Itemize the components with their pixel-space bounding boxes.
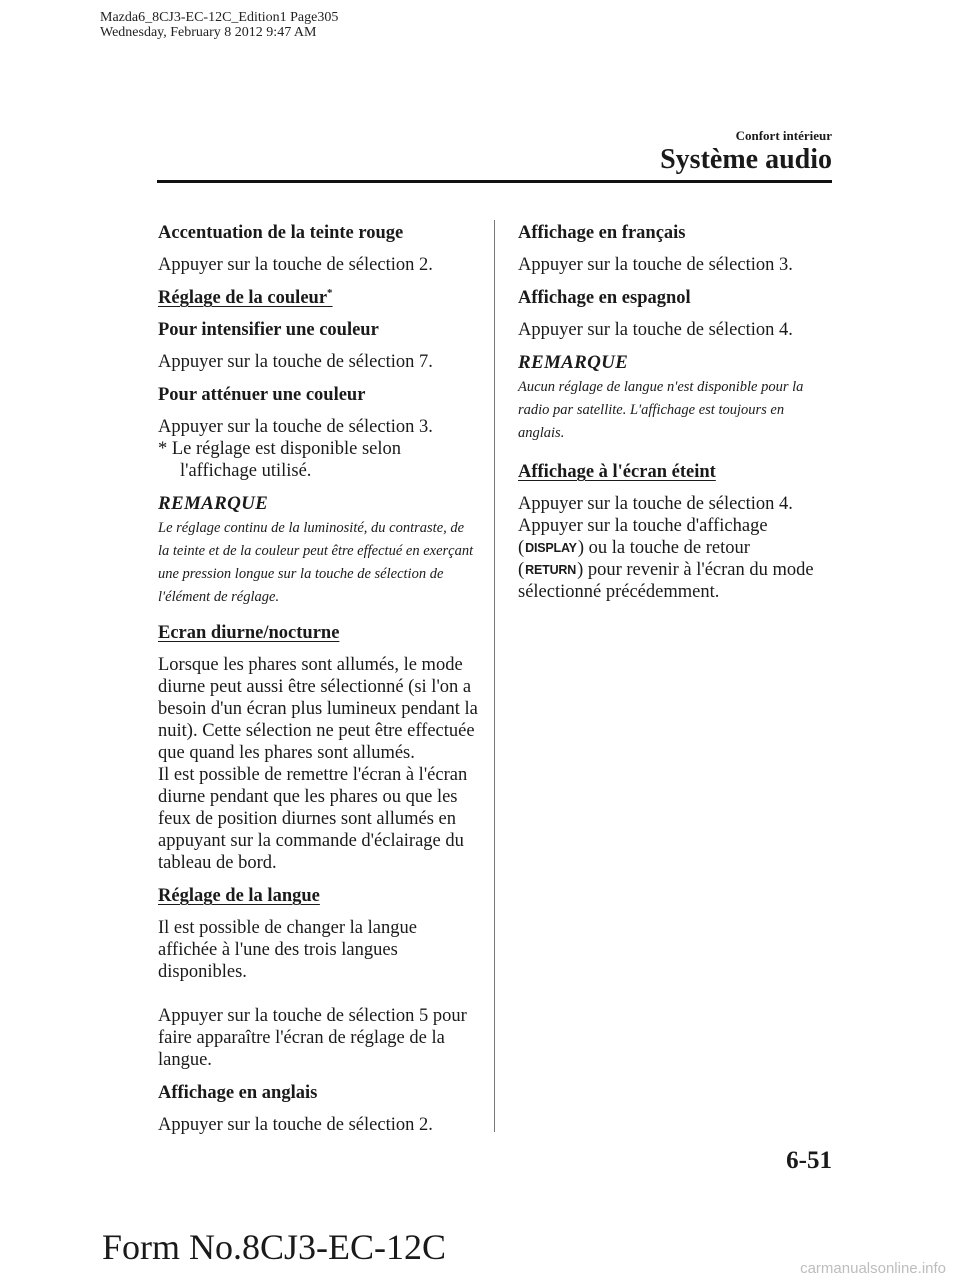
print-header-line1: Mazda6_8CJ3-EC-12C_Edition1 Page305	[100, 10, 339, 25]
heading-red-tint: Accentuation de la teinte rouge	[158, 223, 404, 243]
column-divider	[494, 220, 495, 1132]
header-rule	[157, 180, 832, 183]
note-title-right: REMARQUE	[518, 352, 629, 373]
paragraph-screen-off-text-b: ) ou la touche de retour	[577, 538, 750, 558]
paragraph-screen-off-text-a: Appuyer sur la touche d'affichage	[518, 516, 768, 536]
left-column	[158, 222, 478, 1147]
print-header-line2: Wednesday, February 8 2012 9:47 AM	[100, 25, 317, 40]
note-text: Le réglage continu de la luminosité, du contraste, de la teinte et de la couleur peut être effectué en exerçant une pression longue sur la touche de sélection de l'élément de réglage.	[158, 520, 474, 605]
paragraph-screen-off-text-c: ) pour revenir à l'écran du mode sélectionné précédemment.	[518, 560, 814, 602]
heading-language: Réglage de la langue	[158, 886, 320, 906]
chapter-title: Système audio	[660, 144, 832, 175]
paragraph-screen-off-1: Appuyer sur la touche de sélection 4.	[518, 494, 793, 514]
paragraph-red-tint: Appuyer sur la touche de sélection 2.	[158, 255, 433, 275]
heading-intensify: Pour intensifier une couleur	[158, 320, 379, 340]
heading-french: Affichage en français	[518, 223, 686, 243]
footnote: * Le réglage est disponible selon l'affichage utilisé.	[158, 439, 402, 481]
display-button-icon: DISPLAY	[525, 541, 577, 555]
heading-screen-off: Affichage à l'écran éteint	[518, 462, 716, 482]
heading-english: Affichage en anglais	[158, 1083, 318, 1103]
heading-day-night: Ecran diurne/nocturne	[158, 623, 340, 643]
paragraph-reduce: Appuyer sur la touche de sélection 3.	[158, 417, 433, 437]
paragraph-language-1: Il est possible de changer la langue affichée à l'une des trois langues disponibles.	[158, 918, 417, 982]
paragraph-spanish: Appuyer sur la touche de sélection 4.	[518, 320, 793, 340]
heading-reduce: Pour atténuer une couleur	[158, 385, 366, 405]
heading-spanish: Affichage en espagnol	[518, 288, 691, 308]
paragraph-language-2: Appuyer sur la touche de sélection 5 pour faire apparaître l'écran de réglage de la langue.	[158, 1006, 467, 1070]
paren-open-2: (	[518, 560, 525, 580]
note-title: REMARQUE	[158, 493, 269, 514]
page-number: 6-51	[786, 1147, 832, 1174]
section-title: Confort intérieur	[735, 128, 832, 143]
print-header	[100, 10, 338, 40]
paragraph-day-night-1: Lorsque les phares sont allumés, le mode diurne peut aussi être sélectionné (si l'on a besoin d'un écran plus lumineux pendant la nuit). Cette sélection ne peut être effectuée que quand les phares sont allumés.	[158, 655, 478, 763]
form-number: Form No.8CJ3-EC-12C	[102, 1227, 447, 1267]
paragraph-english: Appuyer sur la touche de sélection 2.	[158, 1115, 433, 1135]
right-column	[518, 222, 833, 614]
footnote-mark: *	[327, 286, 333, 299]
heading-color-adjust	[158, 287, 478, 309]
paren-open-1: (	[518, 538, 525, 558]
paragraph-screen-off-2	[518, 515, 833, 603]
paragraph-intensify: Appuyer sur la touche de sélection 7.	[158, 352, 433, 372]
return-button-icon: RETURN	[525, 563, 577, 577]
note-text-right: Aucun réglage de langue n'est disponible pour la radio par satellite. L'affichage est toujours en anglais.	[518, 379, 804, 441]
heading-color-adjust-text: Réglage de la couleur	[158, 288, 328, 308]
watermark: carmanualsonline.info	[800, 1260, 946, 1277]
paragraph-day-night-2: Il est possible de remettre l'écran à l'écran diurne pendant que les phares ou que les feux de position diurnes sont allumés en appuyant sur la commande d'éclairage du tableau de bord.	[158, 765, 468, 873]
paragraph-french: Appuyer sur la touche de sélection 3.	[518, 255, 793, 275]
